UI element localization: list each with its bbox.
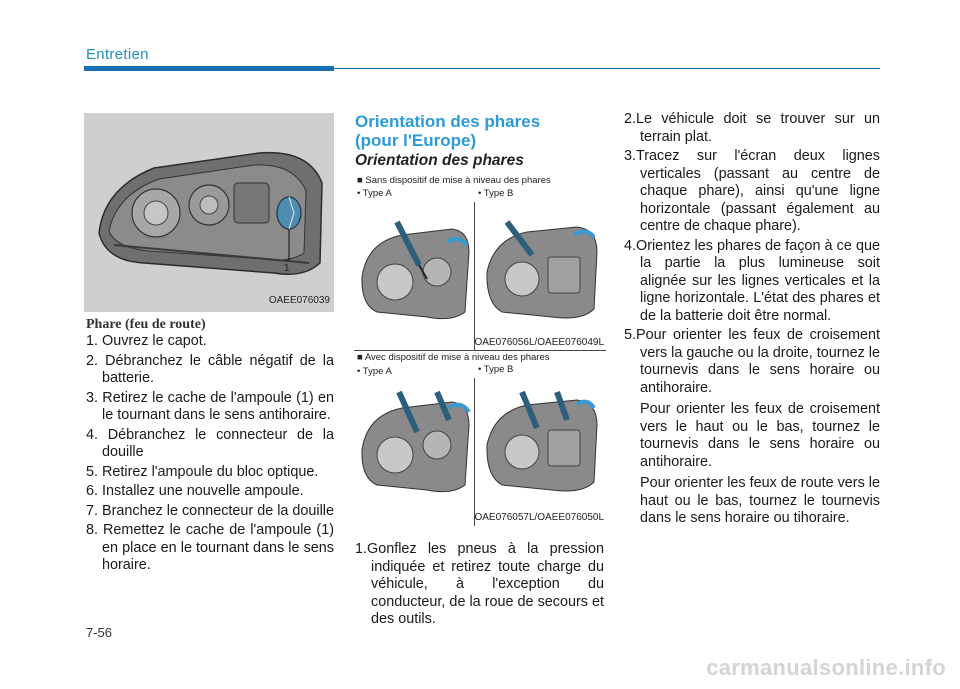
panel-caption: ■ Sans dispositif de mise à niveau des phares: [357, 175, 551, 186]
panel-divider: [474, 202, 475, 350]
headlamp-illustration: [84, 113, 334, 312]
subsection-heading: Orientation des phares: [355, 152, 524, 169]
headlamp-type-a-illustration: [357, 390, 472, 500]
right-step: 3.Tracez sur l'écran deux lignes verticales (passant au centre de chaque phare), ainsi qu'une ligne horizontale (passant également au centre de chaque phare).: [624, 148, 880, 234]
middle-steps: [355, 541, 604, 631]
section-heading: [355, 112, 540, 150]
right-step: 5.Pour orienter les feux de croisement vers la gauche ou la droite, tournez le tournevis dans le sens horaire ou antihoraire.: [624, 327, 880, 396]
page-number: 7-56: [86, 625, 113, 640]
headlamp-type-a-illustration: [357, 217, 472, 327]
watermark: carmanualsonline.info: [706, 655, 946, 680]
panel-divider: [474, 378, 475, 526]
headlamp-figure: [84, 113, 334, 312]
left-step: 4. Débranchez le connecteur de la douille: [86, 426, 334, 460]
panel-caption: ■ Avec dispositif de mise à niveau des phares: [357, 352, 550, 363]
figure-code: OAEE076039: [268, 295, 330, 306]
left-steps: [86, 333, 334, 577]
type-a-label: • Type A: [357, 366, 392, 377]
aiming-panel-with-leveling: [354, 350, 606, 526]
left-step: 5. Retirez l'ampoule du bloc optique.: [86, 463, 319, 480]
header-rule-thick: [84, 66, 334, 71]
section-title: Entretien: [86, 46, 149, 63]
left-step: 6. Installez une nouvelle ampoule.: [86, 483, 304, 499]
panel-code: OAE076057L/OAEE076050L: [474, 512, 604, 523]
left-step: 3. Retirez le cache de l'ampoule (1) en le tournant dans le sens antihoraire.: [86, 389, 334, 423]
aiming-panel-without-leveling: [354, 172, 606, 350]
type-a-label: • Type A: [357, 188, 392, 199]
right-step: 2.Le véhicule doit se trouver sur un terrain plat.: [624, 111, 880, 145]
left-step: 2. Débranchez le câble négatif de la batterie.: [86, 352, 334, 386]
headlamp-type-b-illustration: [482, 217, 602, 327]
left-step: 1. Ouvrez le capot.: [86, 333, 207, 349]
middle-step: 1.Gonflez les pneus à la pression indiquée et retirez toute charge du véhicule, à l'exception du conducteur, de la roue de secours et des outils.: [355, 541, 604, 627]
panel-code: OAE076056L/OAEE076049L: [474, 337, 604, 348]
section-heading-line2: (pour l'Europe): [355, 131, 477, 150]
bulb-heading: Phare (feu de route): [86, 317, 206, 332]
right-step: 4.Orientez les phares de façon à ce que la partie la plus lumineuse soit alignée sur les lignes verticales et la ligne horizontale. L'état des phares et de la batterie doit être normal.: [624, 237, 880, 324]
header-rule-thin: [334, 68, 880, 69]
left-step: 8. Remettez le cache de l'ampoule (1) en place en le tournant dans le sens horaire.: [86, 522, 334, 573]
type-b-label: • Type B: [478, 364, 514, 375]
left-step: 7. Branchez le connecteur de la douille: [86, 502, 334, 519]
right-paragraph: Pour orienter les feux de route vers le haut ou le bas, tournez le tournevis dans le sens horaire ou tihoraire.: [640, 475, 880, 526]
headlamp-type-b-illustration: [482, 390, 602, 500]
right-paragraph: Pour orienter les feux de croisement vers le haut ou le bas, tournez le tournevis dans le sens horaire ou antihoraire.: [640, 401, 880, 470]
right-steps: [624, 111, 880, 530]
type-b-label: • Type B: [478, 188, 514, 199]
callout-number: 1: [284, 263, 290, 274]
section-heading-line1: Orientation des phares: [355, 112, 541, 131]
